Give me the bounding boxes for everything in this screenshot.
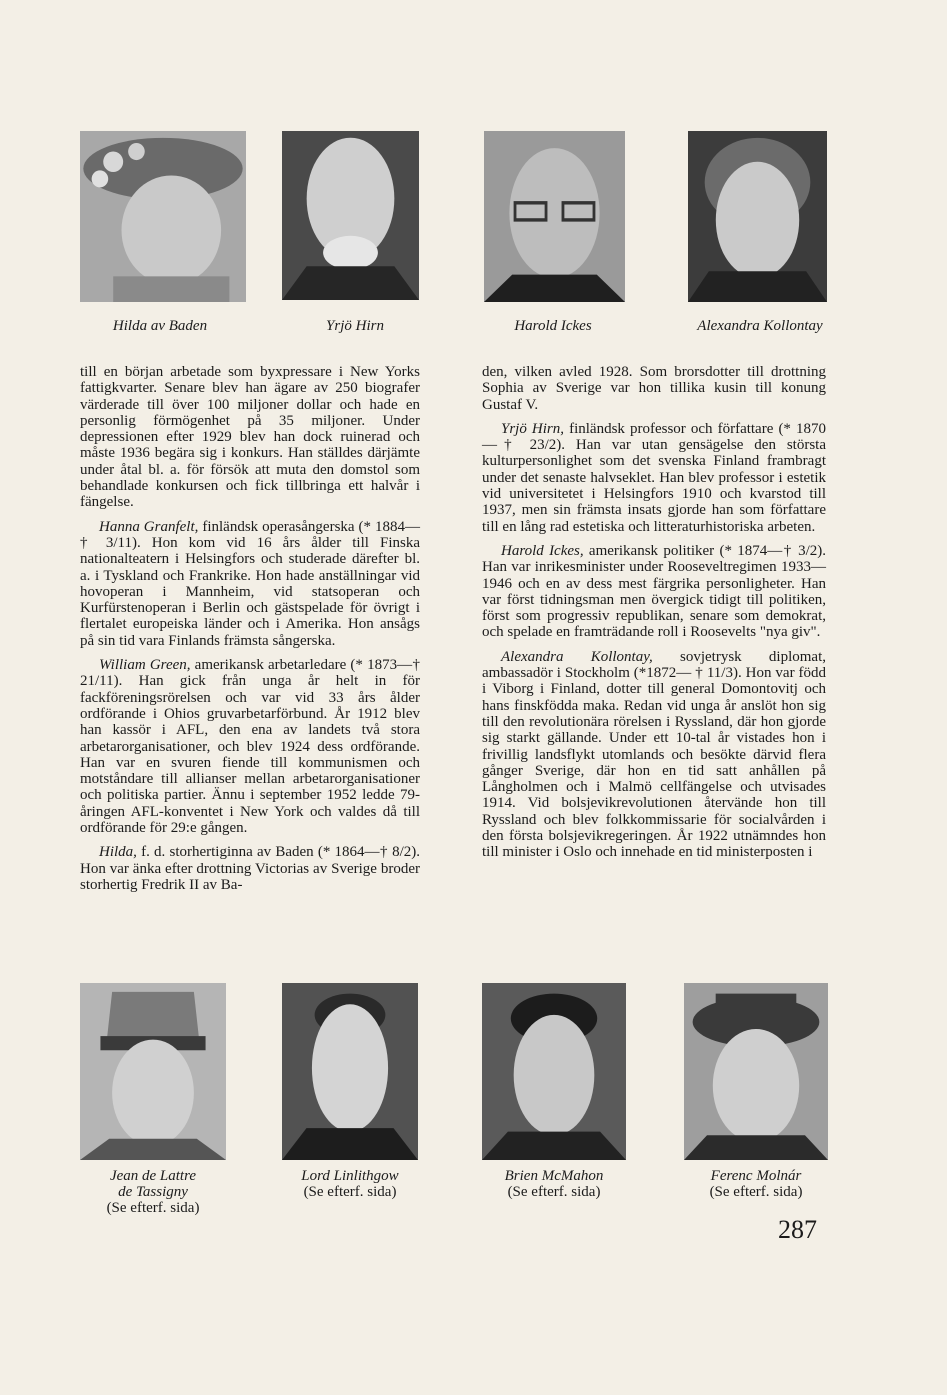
caption-lord-linlithgow: Lord Linlithgow (Se efterf. sida) bbox=[301, 1168, 399, 1200]
caption-harold-ickes: Harold Ickes bbox=[514, 318, 592, 334]
right-paragraph-kollontay: Alexandra Kollontay, sovjetrysk diplomat, ambassadör i Stockholm (*1872— † 11/3). Hon var född i Viborg i Finland, dotter till general Domontovitj och hans finskfödda maka. Redan vid unga år anslöt hon sig till den revolutionära rörelsen i Ryssland, där hon gjorde sig starkt gällande. Under ett 10-tal år vistades hon i frivillig landsflykt utomlands och besökte därvid flera gånger Sverige, där hon en tid satt anhållen på Långholmen och i Malmö cellfängelse och utvisades 1914. Vid bolsjevikrevolutionen återvände hon till Ryssland och blev folkkommissarie för socialvården i den första bolsjevikregeringen. År 1922 utnämndes hon till minister i Oslo och innehade en tid ministerposten i bbox=[482, 648, 826, 861]
photo-jean-de-lattre bbox=[80, 983, 226, 1160]
photo-ferenc-molnar bbox=[684, 983, 828, 1160]
left-column bbox=[80, 364, 420, 901]
right-paragraph-1: den, vilken avled 1928. Som brorsdotter till drottning Sophia av Sverige var hon tillika kusin till konung Gustaf V. bbox=[482, 364, 826, 413]
photo-harold-ickes bbox=[484, 131, 625, 302]
photo-alexandra-kollontay bbox=[688, 131, 827, 302]
photo-yrjo-hirn bbox=[282, 131, 419, 300]
right-paragraph-hirn: Yrjö Hirn, finländsk professor och författare (* 1870—† 23/2). Han var utan gensägelse den största kulturpersonlighet som det svenska Finland frambragt under det senaste halvseklet. Han blev professor i estetik vid universitetet i Helsingfors 1910 och kvarstod till 1937, men sin främsta insats gjorde han som författare till en lång rad estetiska och litteraturhistoriska arbeten. bbox=[482, 420, 827, 535]
caption-alexandra-kollontay: Alexandra Kollontay bbox=[697, 318, 823, 334]
right-paragraph-ickes: Harold Ickes, amerikansk politiker (* 1874—† 3/2). Han var inrikesminister under Rooseveltregimen 1933—1946 och en av dess mest färgrika personligheter. Han var först tidningsman men övergick tidigt till politiken, först som progressiv republikan, senare som demokrat, och spelade en framträdande roll i Roosevelts "nya giv". bbox=[482, 542, 826, 641]
caption-hilda-av-baden: Hilda av Baden bbox=[112, 318, 208, 334]
left-paragraph-1: till en början arbetade som byxpressare i New Yorks fattigkvarter. Senare blev han ägare av 250 biografer värderade till över 100 miljoner dollar och hade en personlig förmögenhet på 35 miljoner. Under depressionen efter 1929 blev han dock ruinerad och måste 1936 begära sig i konkurs. Han ställdes därjämte under åtal bl. a. för försök att muta den domstol som behandlade konkursen och fick tillbringa ett halvår i fängelse. bbox=[80, 364, 420, 511]
left-paragraph-granfelt: Hanna Granfelt, finländsk operasångerska (* 1884—† 3/11). Hon kom vid 16 års ålder till Finska nationalteatern i Helsingfors och studerade därefter bl. a. i Tyskland och Frankrike. Hon hade anställningar vid hovoperan i Mannheim, vid statsoperan och Kurfürstenoperan i Berlin och gästspelade för övrigt i flertalet europeiska länder och i Amerika. Hon ansågs på sin tid vara Finlands främsta sångerska. bbox=[80, 518, 420, 649]
photo-hilda-av-baden bbox=[80, 131, 246, 302]
caption-yrjo-hirn: Yrjö Hirn bbox=[326, 318, 384, 334]
caption-brien-mcmahon: Brien McMahon (Se efterf. sida) bbox=[504, 1168, 604, 1200]
caption-ferenc-molnar: Ferenc Molnár (Se efterf. sida) bbox=[709, 1168, 803, 1200]
page-number: 287 bbox=[778, 1215, 817, 1244]
photo-lord-linlithgow bbox=[282, 983, 418, 1160]
right-column bbox=[482, 364, 826, 869]
photo-brien-mcmahon bbox=[482, 983, 626, 1160]
caption-jean-de-lattre: Jean de Lattre de Tassigny (Se efterf. sida) bbox=[106, 1168, 200, 1216]
left-paragraph-green: William Green, amerikansk arbetarledare (* 1873—† 21/11). Han gick från unga år helt in för fackföreningsrörelsen och var vid 33 års ålder ordförande i Ohios gruvarbetarförbund. År 1912 blev han kassör i AFL, den ena av landets två stora arbetarorganisationer, och blev 1924 dess ordförande. Han var en svuren fiende till kommunismen och motståndare till allianser mellan arbetarorganisationer och politiska partier. Ännu i september 1952 ledde 79-åringen AFL-konventet i New York och valdes då till ordförande för 29:e gången. bbox=[80, 657, 420, 837]
left-paragraph-hilda: Hilda, f. d. storhertiginna av Baden (* 1864—† 8/2). Hon var änka efter drottning Victorias av Sverige broder storhertig Fredrik II av Ba- bbox=[80, 844, 420, 893]
